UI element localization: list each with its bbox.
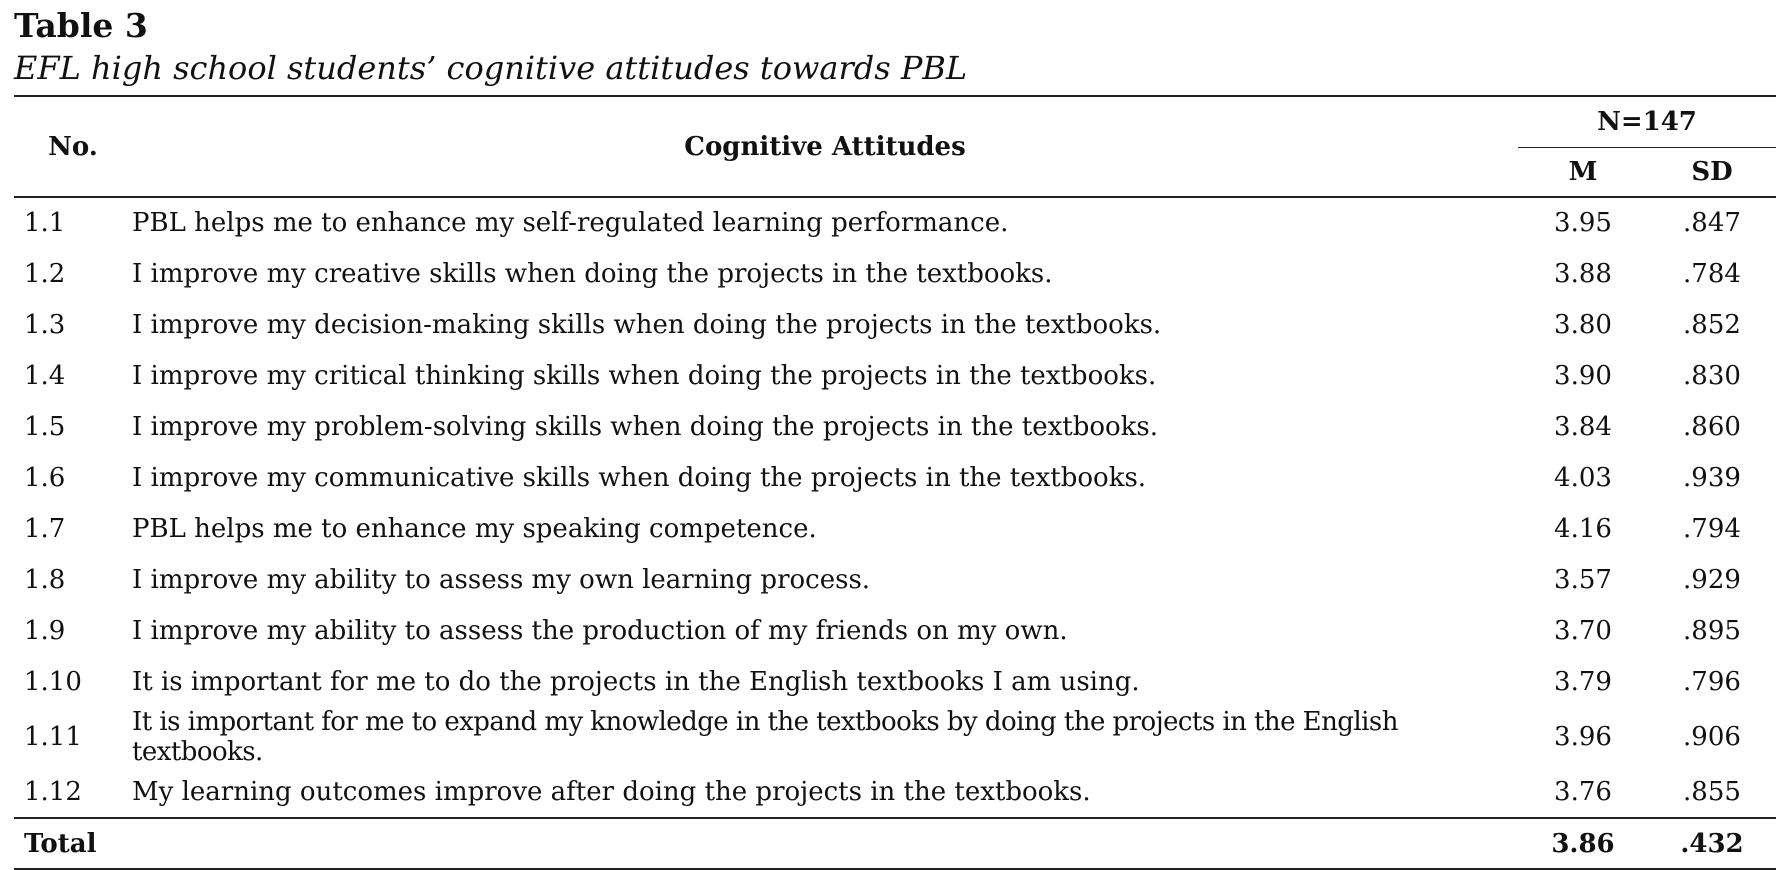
item-number: 1.12: [24, 777, 82, 807]
item-mean: 3.95: [1554, 208, 1612, 238]
table-row: [14, 299, 1776, 350]
header-cognitive-attitudes: Cognitive Attitudes: [132, 96, 1518, 197]
total-spacer: [132, 818, 1518, 869]
item-number: 1.9: [24, 615, 66, 646]
item-mean: 4.03: [1554, 462, 1612, 493]
table-label: Table 3: [14, 6, 148, 45]
table-row: [14, 401, 1776, 452]
item-sd: .852: [1683, 309, 1741, 340]
item-statement: It is important for me to expand my knowledge in the textbooks by doing the projects in the English textbooks.: [132, 707, 1398, 767]
table-title: EFL high school students’ cognitive attitudes towards PBL: [14, 49, 968, 87]
table-row: [14, 605, 1776, 656]
item-mean: 3.90: [1554, 360, 1612, 391]
item-statement: It is important for me to do the projects in the English textbooks I am using.: [132, 666, 1140, 697]
item-number: 1.3: [24, 309, 66, 340]
item-sd: .895: [1683, 615, 1741, 646]
item-number: 1.8: [24, 564, 66, 595]
header-sd: SD: [1648, 147, 1776, 197]
item-statement: I improve my ability to assess my own learning process.: [132, 564, 871, 595]
item-statement: PBL helps me to enhance my speaking competence.: [132, 513, 817, 544]
table-row: [14, 503, 1776, 554]
item-sd: .939: [1683, 462, 1741, 493]
item-number: 1.1: [24, 208, 66, 238]
table-row: [14, 554, 1776, 605]
item-sd: .847: [1683, 208, 1741, 238]
item-number: 1.6: [24, 462, 66, 493]
item-statement: I improve my communicative skills when doing the projects in the textbooks.: [132, 462, 1147, 493]
item-number: 1.11: [24, 722, 82, 752]
item-statement: I improve my ability to assess the production of my friends on my own.: [132, 615, 1068, 646]
table-row: [14, 452, 1776, 503]
item-number: 1.7: [24, 513, 66, 544]
item-number: 1.4: [24, 360, 66, 391]
item-mean: 3.88: [1554, 258, 1612, 289]
item-mean: 3.70: [1554, 615, 1612, 646]
item-sd: .796: [1683, 666, 1741, 697]
table-row: [14, 350, 1776, 401]
item-mean: 3.79: [1554, 666, 1612, 697]
item-number: 1.2: [24, 258, 66, 289]
table-row: [14, 767, 1776, 818]
item-statement: My learning outcomes improve after doing the projects in the textbooks.: [132, 777, 1091, 807]
item-number: 1.5: [24, 411, 66, 442]
item-sd: .784: [1683, 258, 1741, 289]
header-sample-size: N=147: [1518, 96, 1776, 147]
item-sd: .906: [1683, 722, 1741, 752]
item-sd: .830: [1683, 360, 1741, 391]
item-sd: .855: [1683, 777, 1741, 807]
item-statement: I improve my decision-making skills when doing the projects in the textbooks.: [132, 309, 1162, 340]
item-mean: 3.84: [1554, 411, 1612, 442]
item-sd: .794: [1683, 513, 1741, 544]
header-mean: M: [1518, 147, 1648, 197]
item-mean: 4.16: [1554, 513, 1612, 544]
item-sd: .929: [1683, 564, 1741, 595]
item-mean: 3.76: [1554, 777, 1612, 807]
table-row: [14, 656, 1776, 707]
item-statement: I improve my creative skills when doing the projects in the textbooks.: [132, 258, 1053, 289]
item-mean: 3.96: [1554, 722, 1612, 752]
table-row: [14, 248, 1776, 299]
item-sd: .860: [1683, 411, 1741, 442]
item-mean: 3.80: [1554, 309, 1612, 340]
item-statement: I improve my problem-solving skills when doing the projects in the textbooks.: [132, 411, 1159, 442]
total-sd: .432: [1648, 818, 1776, 869]
item-number: 1.10: [24, 666, 82, 697]
total-label: Total: [14, 818, 132, 869]
header-no: No.: [14, 96, 132, 197]
attitudes-table: [14, 95, 1776, 870]
item-statement: I improve my critical thinking skills when doing the projects in the textbooks.: [132, 360, 1157, 391]
item-mean: 3.57: [1554, 564, 1612, 595]
item-statement: PBL helps me to enhance my self-regulated learning performance.: [132, 208, 1009, 238]
table-row: [14, 707, 1776, 767]
total-mean: 3.86: [1518, 818, 1648, 869]
table-row: [14, 197, 1776, 248]
total-row: [14, 818, 1776, 869]
